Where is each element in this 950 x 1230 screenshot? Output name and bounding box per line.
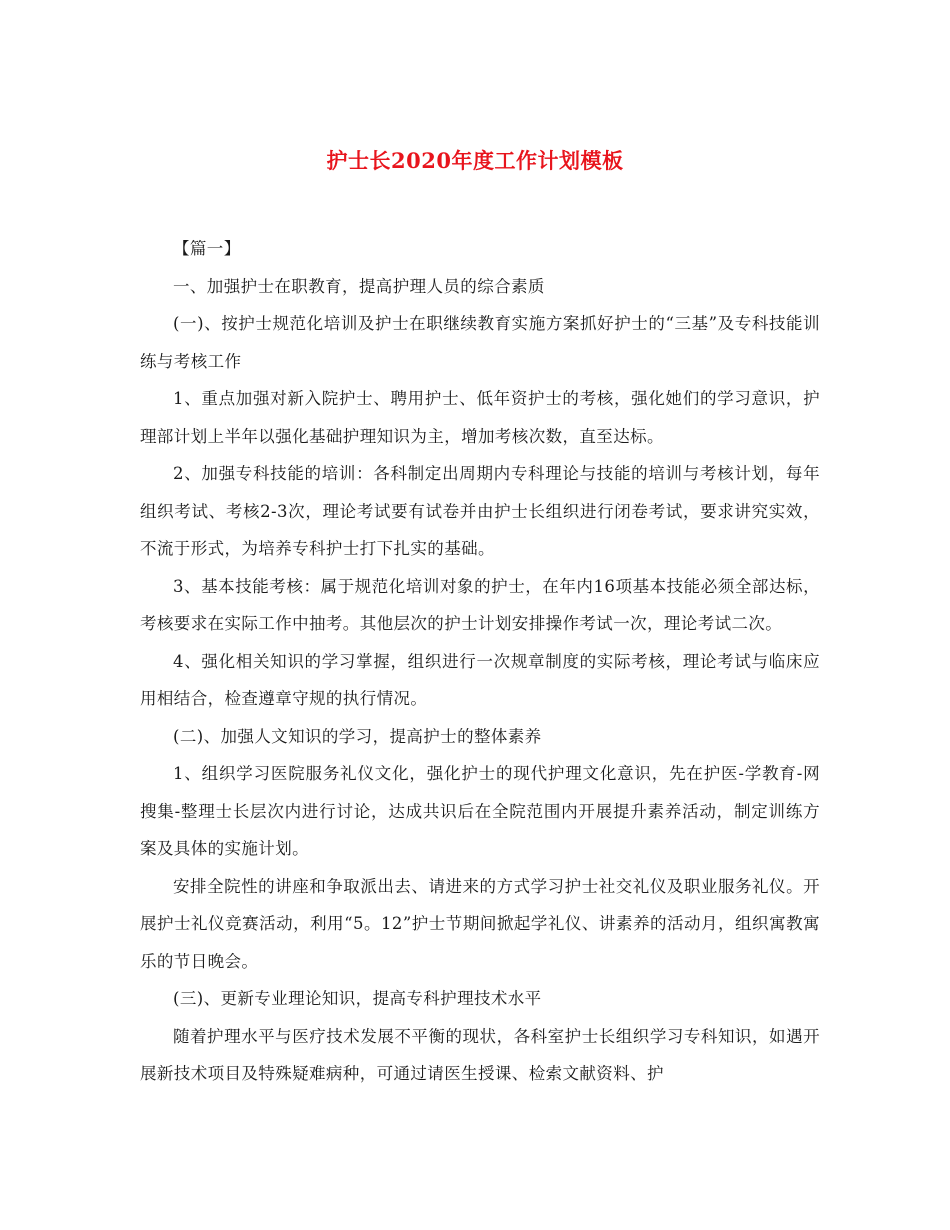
heading-1: 一、加强护士在职教育，提高护理人员的综合素质: [173, 276, 545, 296]
paragraph: 4、强化相关知识的学习掌握，组织进行一次规章制度的实际考核，理论考试与临床应用相结合，检查遵章守规的执行情况。: [140, 651, 820, 708]
paragraph: 1、组织学习医院服务礼仪文化，强化护士的现代护理文化意识，先在护医-学教育-网搜集-整理士长层次内进行讨论，达成共识后在全院范围内开展提升素养活动，制定训练方案及具体的实施计划。: [140, 764, 820, 858]
subheading-3: (三)、更新专业理论知识，提高专科护理技术水平: [173, 989, 542, 1008]
document-body: [140, 230, 820, 1093]
document-title: 护士长2020年度工作计划模板: [326, 148, 624, 173]
subheading-2: (二)、加强人文知识的学习，提高护士的整体素养: [173, 726, 542, 746]
section-label: 【篇一】: [173, 239, 241, 258]
paragraph: 3、基本技能考核：属于规范化培训对象的护士，在年内16项基本技能必须全部达标，考核要求在实际工作中抽考。其他层次的护士计划安排操作考试一次，理论考试二次。: [140, 576, 820, 633]
subheading-1: (一)、按护士规范化培训及护士在职继续教育实施方案抓好护士的“三基”及专科技能训练与考核工作: [140, 314, 820, 371]
paragraph: 安排全院性的讲座和争取派出去、请进来的方式学习护士社交礼仪及职业服务礼仪。开展护士礼仪竞赛活动，利用“5。12”护士节期间掀起学礼仪、讲素养的活动月，组织寓教寓乐的节日晚会。: [140, 876, 820, 971]
paragraph: 2、加强专科技能的培训：各科制定出周期内专科理论与技能的培训与考核计划，每年组织考试、考核2-3次，理论考试要有试卷并由护士长组织进行闭卷考试，要求讲究实效，不流于形式，为培养专科护士打下扎实的基础。: [140, 464, 820, 558]
paragraph: 随着护理水平与医疗技术发展不平衡的现状，各科室护士长组织学习专科知识，如遇开展新技术项目及特殊疑难病种，可通过请医生授课、检索文献资料、护: [140, 1026, 820, 1083]
paragraph: 1、重点加强对新入院护士、聘用护士、低年资护士的考核，强化她们的学习意识，护理部计划上半年以强化基础护理知识为主，增加考核次数，直至达标。: [140, 389, 820, 446]
